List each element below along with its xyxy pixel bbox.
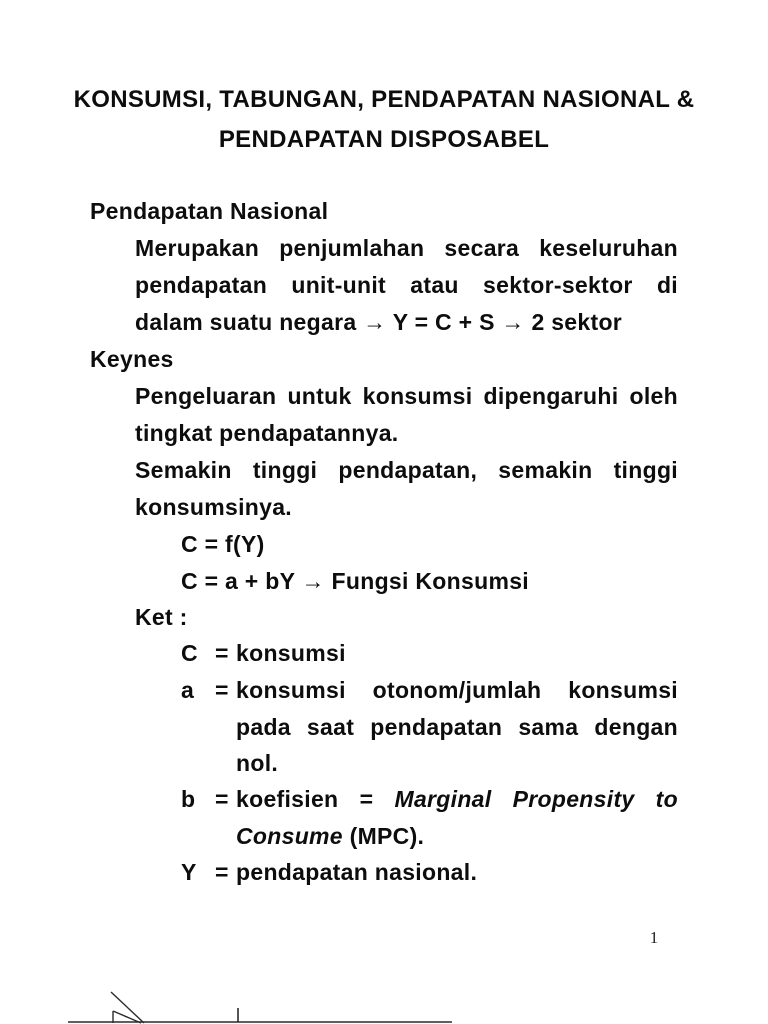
arrow-icon: → xyxy=(501,309,525,335)
para-merupakan-line-2: pendapatan unit-unit atau sektor-sektor di xyxy=(135,272,678,298)
heading-pendapatan-nasional: Pendapatan Nasional xyxy=(90,198,329,224)
ket-y-equals: = xyxy=(215,859,229,885)
ket-a-desc-line-1: konsumsi otonom/jumlah konsumsi xyxy=(236,677,678,703)
ket-item-a-line-1 xyxy=(181,672,678,709)
arrow-icon: → xyxy=(301,568,325,594)
title-line-2: PENDAPATAN DISPOSABEL xyxy=(218,126,550,153)
formula-y-c-s: Y = C + S xyxy=(392,309,495,335)
ket-y-desc: pendapatan nasional. xyxy=(236,859,478,885)
ket-a-equals: = xyxy=(215,677,229,703)
formula-consumption-function: C = f(Y) xyxy=(181,531,265,557)
para-merupakan-line-3-text: dalam suatu negara xyxy=(135,309,357,335)
ket-item-b-line-1 xyxy=(181,781,678,818)
ket-item-a-line-2: pada saat pendapatan sama dengan xyxy=(236,714,678,740)
heading-keynes: Keynes xyxy=(90,346,174,372)
para-semakin-line-1: Semakin tinggi pendapatan, semakin tinggi xyxy=(135,457,678,483)
ket-c-desc: konsumsi xyxy=(236,640,346,666)
ket-b-desc-word: koefisien xyxy=(236,786,339,812)
page-number: 1 xyxy=(649,928,659,947)
ket-y-letter: Y xyxy=(181,859,197,885)
ket-item-y xyxy=(181,854,477,891)
ket-b-equals: = xyxy=(215,786,229,812)
ket-b-equals-2: = xyxy=(359,786,374,812)
ket-b-letter: b xyxy=(181,786,196,812)
para-merupakan-line-3-tail: 2 sektor xyxy=(531,309,623,335)
arrow-icon: → xyxy=(363,309,387,335)
para-merupakan-line-3 xyxy=(135,304,622,341)
formula-c-a-by xyxy=(181,563,529,600)
sketch-diagonal-line xyxy=(111,992,144,1023)
document-title xyxy=(0,80,768,160)
formula-c-a-by-label: Fungsi Konsumsi xyxy=(331,568,529,594)
ket-b-mpc: (MPC). xyxy=(349,823,425,849)
ket-b-italic-term-2: Consume xyxy=(236,823,343,849)
ket-c-equals: = xyxy=(215,640,229,666)
heading-ket: Ket : xyxy=(135,604,188,630)
para-pengeluaran-line-2: tingkat pendapatannya. xyxy=(135,420,399,446)
ket-item-b-line-2 xyxy=(236,818,424,855)
ket-b-italic-term: Marginal Propensity to xyxy=(394,786,678,812)
ket-a-letter: a xyxy=(181,677,195,703)
ket-item-c xyxy=(181,635,346,672)
title-line-1: KONSUMSI, TABUNGAN, PENDAPATAN NASIONAL & xyxy=(73,86,695,113)
para-merupakan-line-1: Merupakan penjumlahan secara keseluruhan xyxy=(135,235,678,261)
ket-c-letter: C xyxy=(181,640,198,666)
partial-axis-sketch xyxy=(40,985,470,1024)
para-semakin-line-2: konsumsinya. xyxy=(135,494,292,520)
para-pengeluaran-line-1: Pengeluaran untuk konsumsi dipengaruhi oleh xyxy=(135,383,678,409)
formula-c-a-by-text: C = a + bY xyxy=(181,568,295,594)
ket-item-a-line-3: nol. xyxy=(236,750,279,776)
